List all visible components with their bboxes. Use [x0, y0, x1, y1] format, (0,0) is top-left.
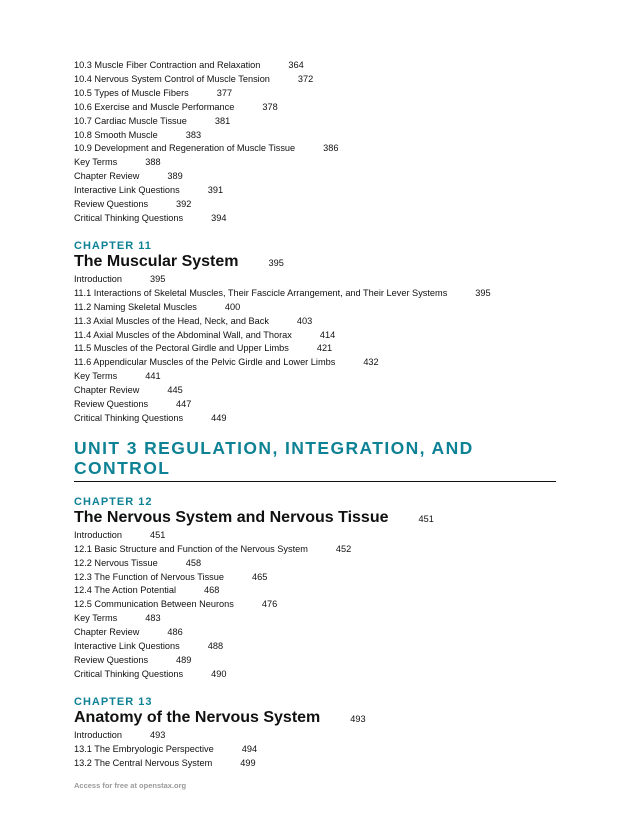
toc-entry[interactable]: 12.5 Communication Between Neurons 476 [74, 599, 278, 610]
chapter-page: 451 [418, 513, 434, 524]
toc-entry[interactable]: 11.1 Interactions of Skeletal Muscles, Their Fascicle Arrangement, and Their Lever Systems 395 [74, 287, 491, 298]
toc-entry[interactable]: 10.4 Nervous System Control of Muscle Tension 372 [74, 73, 314, 84]
chapter-title-row[interactable] [74, 708, 556, 729]
toc-entry[interactable]: Key Terms 441 [74, 371, 161, 382]
toc-entry[interactable]: Introduction 451 [74, 529, 166, 540]
toc-entry[interactable]: 11.6 Appendicular Muscles of the Pelvic Girdle and Lower Limbs 432 [74, 357, 379, 368]
chapter-13-section [74, 696, 556, 771]
toc-entry[interactable]: 10.8 Smooth Muscle 383 [74, 129, 202, 140]
chapter-11-section [74, 240, 556, 426]
toc-entry[interactable]: 12.1 Basic Structure and Function of the Nervous System 452 [74, 543, 352, 554]
toc-entry[interactable]: 12.4 The Action Potential 468 [74, 585, 220, 596]
toc-entry[interactable]: Interactive Link Questions 391 [74, 185, 224, 196]
chapter-page: 493 [350, 713, 366, 724]
chapter-title-row[interactable] [74, 252, 556, 273]
toc-entry[interactable]: 10.3 Muscle Fiber Contraction and Relaxation 364 [74, 60, 304, 70]
toc-entry[interactable]: Introduction 493 [74, 729, 166, 740]
toc-entry[interactable]: 13.1 The Embryologic Perspective 494 [74, 743, 258, 754]
unit-title: UNIT 3 REGULATION, INTEGRATION, AND CONTROL [74, 438, 556, 482]
toc-entry[interactable]: Chapter Review 445 [74, 385, 183, 396]
chapter-page: 395 [268, 257, 284, 268]
toc-entry[interactable]: 11.2 Naming Skeletal Muscles 400 [74, 301, 241, 312]
chapter-title: The Nervous System and Nervous Tissue [74, 508, 389, 526]
toc-entry[interactable]: 11.3 Axial Muscles of the Head, Neck, and Back 403 [74, 315, 313, 326]
footer-text: Access for free at openstax.org [74, 781, 187, 790]
toc-entry[interactable]: Introduction 395 [74, 273, 166, 284]
toc-entry[interactable]: Chapter Review 389 [74, 171, 183, 182]
toc-entry[interactable]: Critical Thinking Questions 449 [74, 412, 227, 423]
toc-entry[interactable]: 12.3 The Function of Nervous Tissue 465 [74, 571, 268, 582]
chapter-label: CHAPTER 12 [74, 495, 153, 508]
chapter-title: Anatomy of the Nervous System [74, 708, 321, 726]
toc-entry[interactable]: 12.2 Nervous Tissue 458 [74, 557, 202, 568]
toc-entry[interactable]: 13.2 The Central Nervous System 499 [74, 757, 256, 768]
toc-entry[interactable]: Review Questions 447 [74, 399, 192, 410]
toc-entry[interactable]: Review Questions 392 [74, 199, 192, 210]
toc-entry[interactable]: 10.5 Types of Muscle Fibers 377 [74, 87, 233, 98]
toc-entry[interactable]: 11.5 Muscles of the Pectoral Girdle and Upper Limbs 421 [74, 343, 333, 354]
toc-entry[interactable]: Critical Thinking Questions 394 [74, 212, 227, 223]
chapter-title: The Muscular System [74, 252, 239, 270]
toc-entry[interactable]: Key Terms 388 [74, 157, 161, 168]
toc-entry[interactable]: 10.6 Exercise and Muscle Performance 378 [74, 101, 278, 112]
toc-page [74, 59, 556, 771]
chapter-12-section [74, 496, 556, 682]
toc-entry[interactable]: Critical Thinking Questions 490 [74, 668, 227, 679]
toc-entry[interactable]: Key Terms 483 [74, 613, 161, 624]
pre-entries-list [74, 59, 556, 226]
toc-entry[interactable]: Chapter Review 486 [74, 627, 183, 638]
chapter-label: CHAPTER 11 [74, 239, 152, 252]
toc-entry[interactable]: 11.4 Axial Muscles of the Abdominal Wall, and Thorax 414 [74, 329, 336, 340]
chapter-title-row[interactable] [74, 508, 556, 529]
toc-entry[interactable]: Review Questions 489 [74, 655, 192, 665]
chapter-label: CHAPTER 13 [74, 695, 153, 708]
toc-entry[interactable]: 10.9 Development and Regeneration of Muscle Tissue 386 [74, 143, 339, 154]
toc-entry[interactable]: 10.7 Cardiac Muscle Tissue 381 [74, 115, 231, 126]
toc-entry[interactable]: Interactive Link Questions 488 [74, 641, 224, 652]
